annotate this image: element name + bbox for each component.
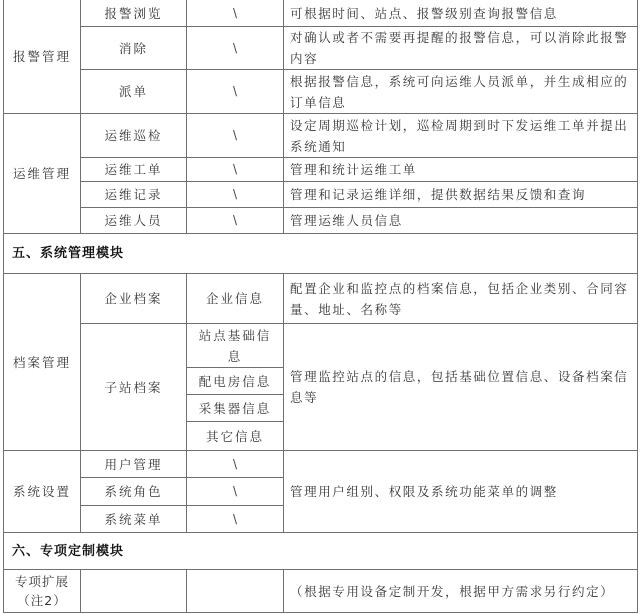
table-row [4, 324, 638, 368]
function-name: 派单 [81, 70, 187, 114]
function-description: 配置企业和监控点的档案信息，包括企业类别、合同容量、地址、名称等 [284, 274, 638, 324]
sub-function: \ [187, 27, 284, 70]
group-system-settings: 系统设置 [4, 451, 81, 533]
section-row [4, 533, 638, 570]
function-name: 子站档案 [81, 324, 187, 451]
group-alarm-management: 报警管理 [4, 0, 81, 114]
function-description: 对确认或者不需要再提醒的报警信息，可以消除此报警内容 [284, 27, 638, 70]
function-name: 运维人员 [81, 208, 187, 234]
function-name: 用户管理 [81, 451, 187, 478]
function-name: 运维记录 [81, 182, 187, 208]
function-name: 报警浏览 [81, 0, 187, 27]
table-row [4, 570, 638, 613]
function-description: 设定周期巡检计划，巡检周期到时下发运维工单并提出系统通知 [284, 114, 638, 158]
table-row [4, 158, 638, 182]
function-description: 管理运维人员信息 [284, 208, 638, 234]
sub-function: \ [187, 182, 284, 208]
function-description: 可根据时间、站点、报警级别查询报警信息 [284, 0, 638, 27]
section-title-custom-module: 六、专项定制模块 [4, 533, 638, 570]
sub-function: \ [187, 451, 284, 478]
function-description: （根据专用设备定制开发，根据甲方需求另行约定） [284, 570, 638, 613]
sub-function: 采集器信息 [187, 395, 284, 422]
function-name: 消除 [81, 27, 187, 70]
table-row [4, 208, 638, 234]
sub-function: \ [187, 70, 284, 114]
table-row [4, 27, 638, 70]
sub-function: \ [187, 0, 284, 27]
function-name: 企业档案 [81, 274, 187, 324]
section-title-system-management: 五、系统管理模块 [4, 234, 638, 274]
table-row [4, 451, 638, 478]
function-description: 管理和记录运维详细，提供数据结果反馈和查询 [284, 182, 638, 208]
sub-function: \ [187, 158, 284, 182]
function-name: 系统菜单 [81, 506, 187, 533]
group-custom-extension: 专项扩展（注2） [4, 570, 81, 613]
group-archive-management: 档案管理 [4, 274, 81, 451]
sub-function: \ [187, 114, 284, 158]
section-row [4, 234, 638, 274]
table-row [4, 0, 638, 27]
function-name: 系统角色 [81, 478, 187, 506]
sub-function: \ [187, 208, 284, 234]
sub-function: \ [187, 506, 284, 533]
sub-function: 站点基础信息 [187, 324, 284, 368]
function-description: 根据报警信息，系统可向运维人员派单，并生成相应的订单信息 [284, 70, 638, 114]
function-name: 运维工单 [81, 158, 187, 182]
table-row [4, 70, 638, 114]
sub-function: 配电房信息 [187, 368, 284, 395]
sub-function: 企业信息 [187, 274, 284, 324]
group-ops-management: 运维管理 [4, 114, 81, 234]
sub-function [187, 570, 284, 613]
function-name [81, 570, 187, 613]
function-description: 管理用户组别、权限及系统功能菜单的调整 [284, 451, 638, 533]
table-row [4, 182, 638, 208]
table-row [4, 274, 638, 324]
function-description: 管理监控站点的信息，包括基础位置信息、设备档案信息等 [284, 324, 638, 451]
function-description: 管理和统计运维工单 [284, 158, 638, 182]
sub-function: 其它信息 [187, 422, 284, 451]
function-module-table [3, 0, 638, 613]
table-row [4, 114, 638, 158]
function-name: 运维巡检 [81, 114, 187, 158]
sub-function: \ [187, 478, 284, 506]
